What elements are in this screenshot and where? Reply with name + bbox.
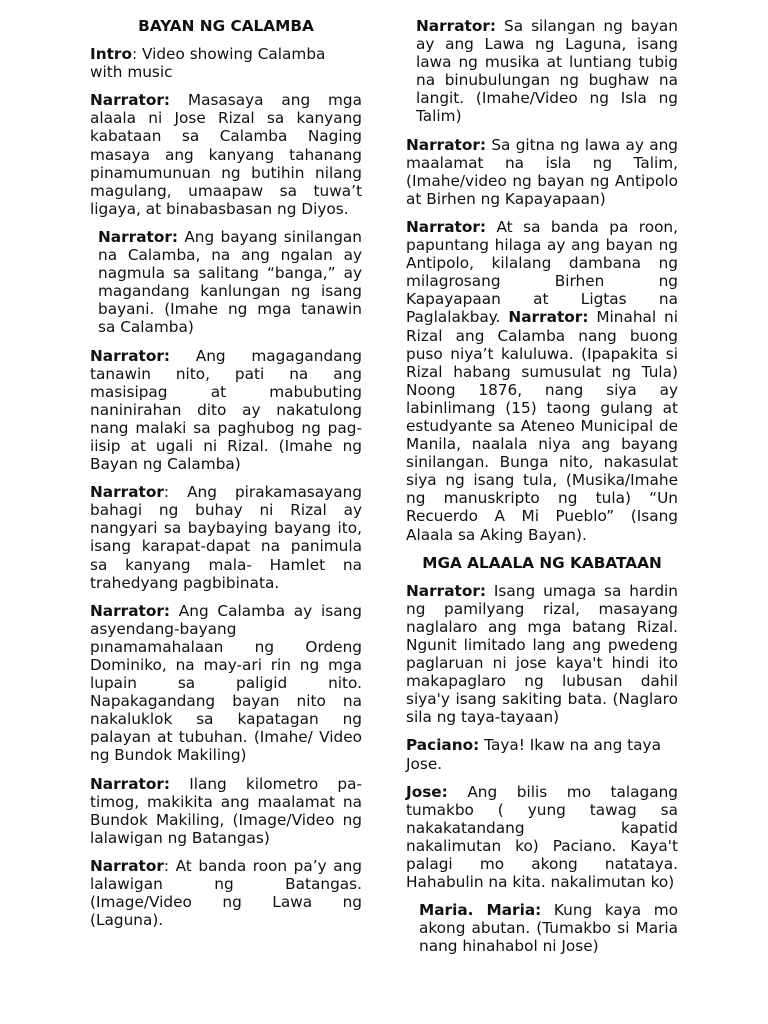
narrator-paragraph-11 [406,582,678,727]
narrator-paragraph-2 [90,228,362,337]
narrator-paragraph-7 [90,857,362,929]
right-column [406,17,678,966]
intro-paragraph [90,45,362,81]
dialogue-maria [406,901,678,955]
left-column [90,17,362,939]
speaker-label: Narrator: [90,91,171,110]
paragraph-text: Taya! Ikaw na ang taya Jose. [406,736,661,773]
narrator-paragraph-6 [90,775,362,847]
document-title: BAYAN NG CALAMBA [138,17,314,35]
narrator-paragraph-4 [90,483,362,592]
speaker-label: Maria. Maria: [419,901,542,920]
speaker-label: Narrator: [90,346,171,365]
paragraph-text: Ang Calamba ay isang asyendang-bayang pınamamahalaan ng Ordeng Dominiko, na may-ari rin ng mga lupain sa paligid nito. Napakagandang bayan nito na nakaluklok sa kapatagan ng palayan at tubuhan. (Imahe/ Video ng Bundok Makiling) [90,601,362,765]
speaker-label: Narrator [90,483,164,502]
narrator-paragraph-9 [406,136,678,208]
paragraph-text: Isang umaga sa hardin ng pamilyang rizal, masayang naglalaro ang mga batang Rizal. Ngunit limitado lang ang pwedeng paglaruan ni jose kaya't hindi ito makapaglaro ng lubusan dahil siya'y isang sakiting bata. (Naglaro sila ng taya-tayaan) [406,581,678,727]
speaker-label: Narrator: [406,135,487,154]
narrator-paragraph-5 [90,602,362,765]
paragraph-text: At sa banda pa roon, papuntang hilaga ay ang bayan ng Antipolo, kilalang dambana ng milagrosang Birhen ng Kapayapaan at Ligtas na Paglalakbay. [406,217,678,327]
speaker-label: Narrator: [98,227,179,246]
speaker-label: Narrator: [406,581,487,600]
narrator-paragraph-10 [406,218,678,544]
paragraph-text: Kung kaya mo akong abutan. (Tumakbo si Maria nang hinahabol ni Jose) [419,901,679,956]
paragraph-text: Masasaya ang mga alaala ni Jose Rizal sa kanyang kabataan sa Calamba Naging masaya ang kanyang tahanang pinamumunuan ng butihin nilang magulang, umaapaw sa tuwa’t ligaya, at binabasbasan ng Diyos. [90,91,362,218]
speaker-label: Narrator [90,856,164,875]
narrator-paragraph-8 [406,17,678,126]
dialogue-jose [406,783,678,892]
speaker-label: Narrator: [508,308,589,327]
paragraph-text: Ang magagandang tanawin nito, pati na ang masisipag at mabubuting naninirahan dito ay nakatulong nang malaki sa paghubog ng pag-iisip at ugali ni Rizal. (Imahe ng Bayan ng Calamba) [90,346,362,474]
narrator-paragraph-3 [90,347,362,474]
paragraph-text: Minahal ni Rizal ang Calamba nang buong puso niya’t kaluluwa. (Ipapakita si Rizal habang sumusulat ng Tula) Noong 1876, nang siya ay labinlimang (15) taong gulang at estudyante sa Ateneo Municipal de Manila, naalala niya ang bayang sinilangan. Bunga nito, nakasulat siya ng isang tula, (Musika/Imahe ng manuskripto ng tula) “Un Recuerdo A Mi Pueblo” (Isang Alaala sa Aking Bayan). [406,308,678,544]
paragraph-text: Ang bilis mo talagang tumakbo ( yung tawag sa nakakatandang kapatid nakalimutan ko) Paciano. Kaya't palagi mo akong natataya. Hahabulin na kita. nakalimutan ko) [406,782,678,892]
speaker-label: Narrator: [406,217,487,236]
speaker-label: Narrator: [416,17,497,35]
speaker-label: Paciano: [406,736,480,755]
section-title: MGA ALAALA NG KABATAAN [422,553,662,572]
paragraph-text: Sa gitna ng lawa ay ang maalamat na isla ng Talim, (Imahe/video ng bayan ng Antipolo at Birhen ng Kapayapaan) [406,135,678,208]
paragraph-text: Ilang kilometro pa-timog, makikita ang maalamat na Bundok Makiling, (Image/Video ng lalawigan ng Batangas) [90,774,362,847]
paragraph-text: : Ang pirakamasayang bahagi ng buhay ni Rizal ay nangyari sa baybaying bayang ito, isang karapat-dapat na panimula sa kanyang mala- Hamlet na trahedyang pagbibinata. [90,483,362,592]
speaker-label: Narrator: [90,601,171,620]
paragraph-text: : Video showing Calamba with music [90,45,326,82]
narrator-paragraph-1 [90,91,362,218]
speaker-label: Narrator: [90,774,171,793]
paragraph-text: Ang bayang sinilangan na Calamba, na ang ngalan ay nagmula sa salitang “banga,” ay magandang kanlungan ng isang bayani. (Imahe ng mga tanawin sa Calamba) [98,227,362,337]
paragraph-text: Sa silangan ng bayan ay ang Lawa ng Laguna, isang lawa ng musika at luntiang tubig na binubulungan ng bughaw na langit. (Imahe/Video ng Isla ng Talim) [416,17,678,126]
paragraph-text: : At banda roon pa’y ang lalawigan ng Batangas. (Image/Video ng Lawa ng (Laguna). [90,856,362,930]
dialogue-paciano [406,736,678,772]
speaker-label: Jose: [406,782,448,801]
speaker-label: Intro [90,45,132,64]
